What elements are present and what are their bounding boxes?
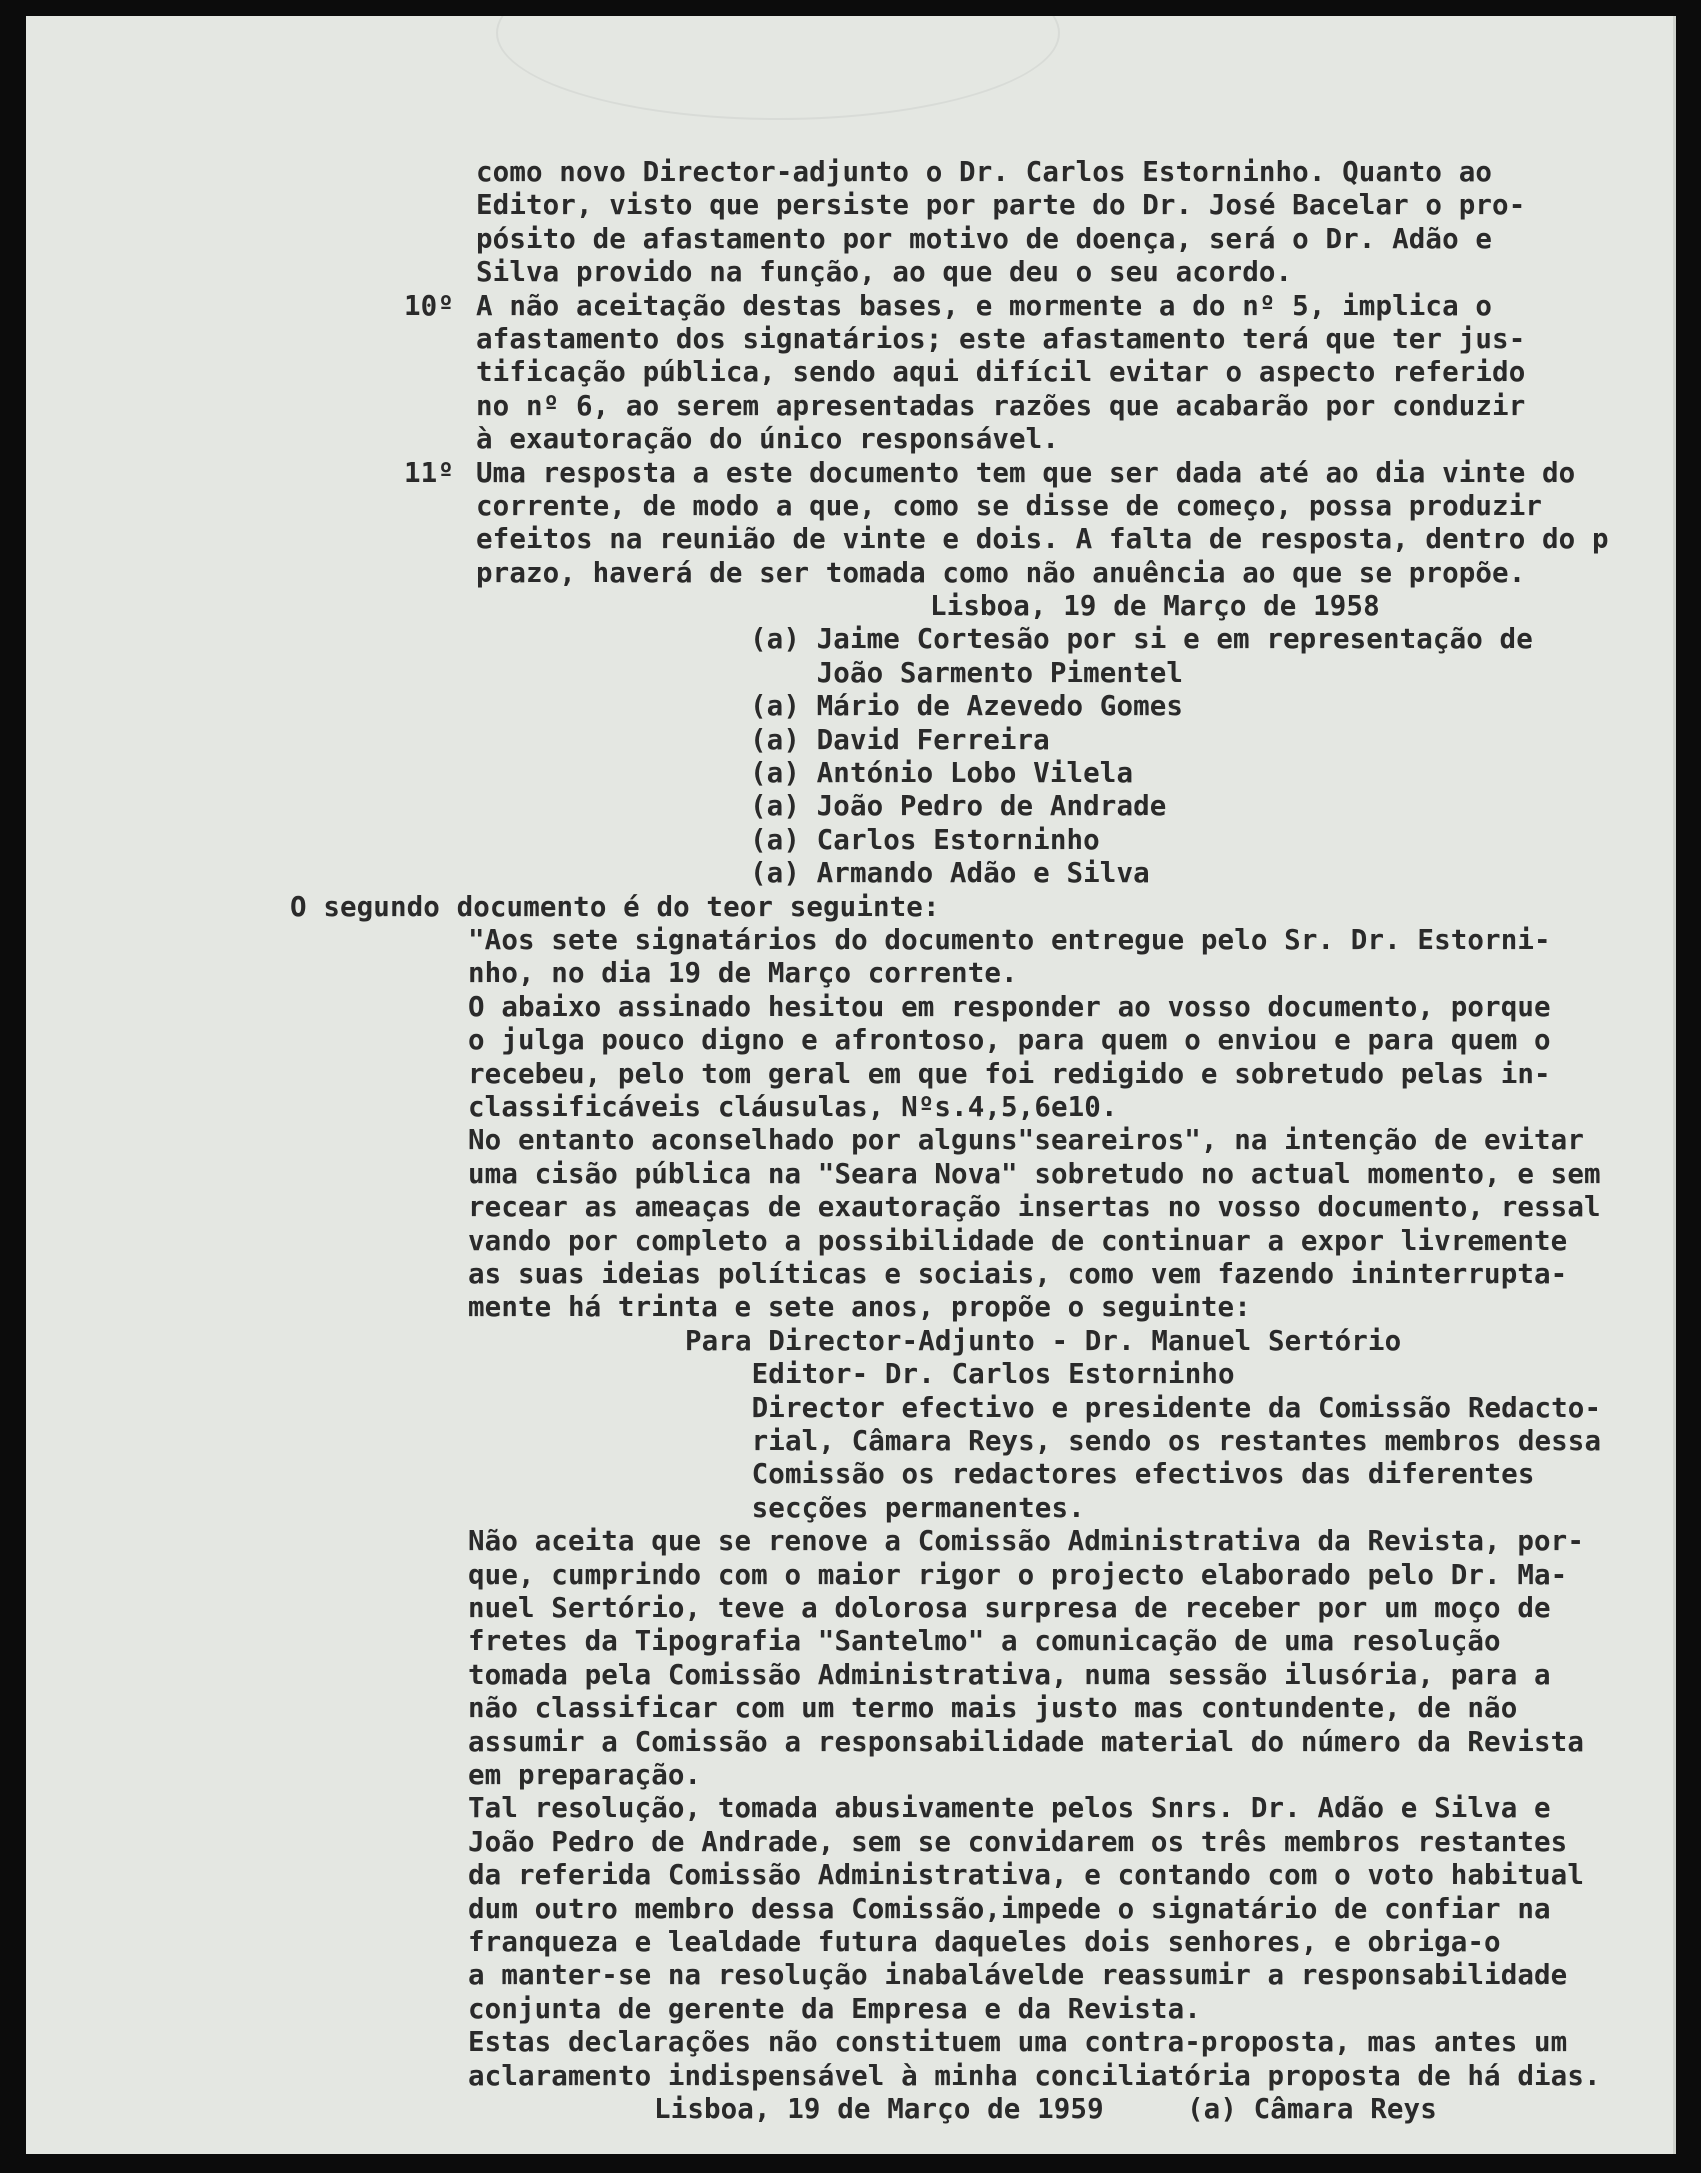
continuation-paragraph <box>476 156 1525 290</box>
letter-paragraph-2 <box>468 991 1551 1125</box>
text-line: o julga pouco digno e afrontoso, para quem o enviou e para quem o <box>468 1024 1551 1057</box>
text-line: no nº 6, ao serem apresentadas razões que acabarão por conduzir <box>476 389 1526 422</box>
text-line: efeitos na reunião de vinte e dois. A falta de resposta, dentro do p <box>476 523 1609 556</box>
proposal-block <box>685 1325 1601 1525</box>
text-line: Não aceita que se renove a Comissão Administrativa da Revista, por- <box>468 1525 1584 1558</box>
text-line: tificação pública, sendo aqui difícil evitar o aspecto referido <box>476 356 1526 389</box>
text-line: classificáveis cláusulas, Nºs.4,5,6e10. <box>468 1090 1118 1123</box>
text-line: recear as ameaças de exautoração insertas no vosso documento, ressal <box>468 1191 1601 1224</box>
text-line: franqueza e lealdade futura daqueles dois senhores, e obriga-o <box>468 1925 1501 1958</box>
text-line: No entanto aconselhado por alguns"seareiros", na intenção de evitar <box>468 1124 1584 1157</box>
text-line: (a) Armando Adão e Silva <box>750 857 1150 890</box>
text-line: (a) Jaime Cortesão por si e em representação de <box>750 623 1533 656</box>
text-line: dum outro membro dessa Comissão,impede o signatário de confiar na <box>468 1892 1551 1925</box>
text-line: da referida Comissão Administrativa, e contando com o voto habitual <box>468 1859 1584 1892</box>
first-date-line: Lisboa, 19 de Março de 1958 <box>930 590 1380 622</box>
text-line: fretes da Tipografia "Santelmo" a comunicação de uma resolução <box>468 1625 1501 1658</box>
document-page <box>26 16 1676 2154</box>
text-line: que, cumprindo com o maior rigor o projecto elaborado pelo Dr. Ma- <box>468 1558 1568 1591</box>
text-line: Editor- Dr. Carlos Estorninho <box>685 1358 1235 1391</box>
letter-paragraph-5 <box>468 1792 1584 2026</box>
letter-paragraph-6 <box>468 2026 1601 2093</box>
text-line: assumir a Comissão a responsabilidade material do número da Revista <box>468 1725 1584 1758</box>
text-line: à exautoração do único responsável. <box>476 423 1059 456</box>
text-line: nuel Sertório, teve a dolorosa surpresa de receber por um moço de <box>468 1591 1551 1624</box>
text-line: recebeu, pelo tom geral em que foi redigido e sobretudo pelas in- <box>468 1057 1551 1090</box>
closing-date-signature: Lisboa, 19 de Março de 1959 (a) Câmara Reys <box>654 2093 1437 2125</box>
item-10-text <box>476 290 1525 457</box>
text-line: tomada pela Comissão Administrativa, numa sessão ilusória, para a <box>468 1658 1551 1691</box>
text-line: corrente, de modo a que, como se disse de começo, possa produzir <box>476 489 1543 522</box>
text-line: rial, Câmara Reys, sendo os restantes membros dessa <box>685 1424 1602 1457</box>
text-line: A não aceitação destas bases, e mormente a do nº 5, implica o <box>476 289 1493 322</box>
text-line: Estas declarações não constituem uma contra-proposta, mas antes um <box>468 2026 1568 2059</box>
text-line: "Aos sete signatários do documento entregue pelo Sr. Dr. Estorni- <box>468 924 1551 956</box>
text-line: as suas ideias políticas e sociais, como vem fazendo ininterrupta- <box>468 1257 1568 1290</box>
text-line: pósito de afastamento por motivo de doença, será o Dr. Adão e <box>476 222 1493 255</box>
text-line: uma cisão pública na "Seara Nova" sobretudo no actual momento, e sem <box>468 1157 1601 1190</box>
text-line: vando por completo a possibilidade de continuar a expor livremente <box>468 1224 1568 1257</box>
text-line: Uma resposta a este documento tem que ser dada até ao dia vinte do <box>476 456 1576 489</box>
second-document-intro: O segundo documento é do teor seguinte: <box>290 890 940 923</box>
item-11-number: 11º <box>404 456 454 489</box>
text-line: prazo, haverá de ser tomada como não anuência ao que se propõe. <box>476 556 1526 589</box>
text-line: (a) Mário de Azevedo Gomes <box>750 690 1184 723</box>
text-line: a manter-se na resolução inabalávelde reassumir a responsabilidade <box>468 1959 1568 1992</box>
text-line: nho, no dia 19 de Março corrente. <box>468 957 1018 990</box>
text-line: (a) João Pedro de Andrade <box>750 790 1167 823</box>
item-11-text <box>476 457 1609 591</box>
letter-paragraph-1 <box>468 924 1551 991</box>
text-line: secções permanentes. <box>685 1491 1085 1524</box>
text-line: afastamento dos signatários; este afastamento terá que ter jus- <box>476 322 1526 355</box>
text-line: como novo Director-adjunto o Dr. Carlos Estorninho. Quanto ao <box>476 156 1493 188</box>
text-line: (a) Carlos Estorninho <box>750 823 1100 856</box>
text-line: João Sarmento Pimentel <box>750 656 1184 689</box>
text-line: (a) António Lobo Vilela <box>750 756 1134 789</box>
letter-paragraph-3 <box>468 1124 1601 1324</box>
faint-seal-stamp <box>496 16 1060 120</box>
text-line: em preparação. <box>468 1758 702 1791</box>
signatories-list <box>750 623 1533 890</box>
text-line: (a) David Ferreira <box>750 723 1050 756</box>
text-line: conjunta de gerente da Empresa e da Revista. <box>468 1992 1201 2025</box>
text-line: João Pedro de Andrade, sem se convidarem os três membros restantes <box>468 1825 1568 1858</box>
letter-paragraph-4 <box>468 1525 1584 1792</box>
text-line: Comissão os redactores efectivos das diferentes <box>685 1458 1535 1491</box>
text-line: mente há trinta e sete anos, propõe o seguinte: <box>468 1291 1251 1324</box>
item-10-number: 10º <box>404 289 454 322</box>
text-line: Para Director-Adjunto - Dr. Manuel Sertório <box>685 1324 1402 1357</box>
text-line: aclaramento indispensável à minha conciliatória proposta de há dias. <box>468 2059 1601 2092</box>
text-line: Tal resolução, tomada abusivamente pelos Snrs. Dr. Adão e Silva e <box>468 1792 1551 1825</box>
text-line: Silva provido na função, ao que deu o seu acordo. <box>476 256 1293 289</box>
text-line: Director efectivo e presidente da Comissão Redacto- <box>685 1391 1602 1424</box>
text-line: Editor, visto que persiste por parte do Dr. José Bacelar o pro- <box>476 189 1526 222</box>
text-line: não classificar com um termo mais justo mas contundente, de não <box>468 1692 1518 1725</box>
text-line: O abaixo assinado hesitou em responder ao vosso documento, porque <box>468 990 1551 1023</box>
